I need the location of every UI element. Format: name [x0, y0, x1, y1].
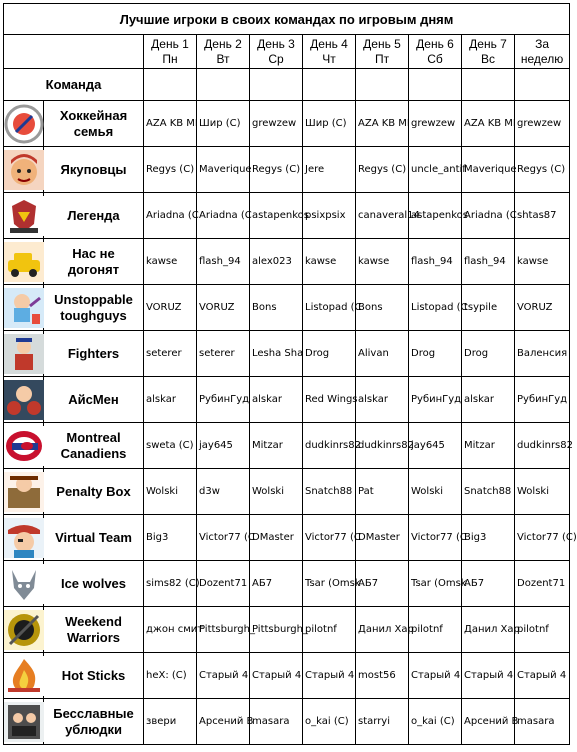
- player-cell: sims82 (C): [144, 561, 197, 607]
- player-cell: Wolski: [144, 469, 197, 515]
- player-cell: alex023: [250, 239, 303, 285]
- player-cell: jay645: [197, 423, 250, 469]
- team-name: Легенда: [44, 193, 144, 239]
- player-cell: alskar: [462, 377, 515, 423]
- team-logo-cell: [4, 515, 44, 561]
- player-cell: astapenkos: [409, 193, 462, 239]
- day-weekday-label: Вс: [480, 51, 495, 66]
- player-cell: VORUZ: [515, 285, 570, 331]
- player-cell: Snatch88: [462, 469, 515, 515]
- canadiens-logo: [4, 426, 44, 466]
- player-cell: Victor77 (C): [515, 515, 570, 561]
- table-row: [4, 193, 570, 239]
- player-cell: Старый 4: [462, 653, 515, 699]
- player-cell: grewzew: [250, 101, 303, 147]
- team-name: Хоккейная семья: [44, 101, 144, 147]
- team-logo-cell: [4, 239, 44, 285]
- player-cell: Tsar (Omsk: [303, 561, 356, 607]
- player-cell: AБ7: [250, 561, 303, 607]
- player-cell: DMaster: [250, 515, 303, 561]
- player-cell: dudkinrs82: [356, 423, 409, 469]
- day-header-7: [462, 35, 515, 69]
- player-cell: Старый 4: [303, 653, 356, 699]
- player-cell: alskar: [250, 377, 303, 423]
- player-cell: flash_94: [409, 239, 462, 285]
- table-row: [4, 147, 570, 193]
- empty-label-cell: [462, 69, 515, 101]
- day-header-8: [515, 35, 570, 69]
- player-cell: Ariadna (C: [462, 193, 515, 239]
- table-row: [4, 423, 570, 469]
- team-logo-cell: [4, 193, 44, 239]
- day-weekday-label: Сб: [427, 51, 443, 66]
- day-header-4: [303, 35, 356, 69]
- player-cell: astapenkos: [250, 193, 303, 239]
- best-players-table: [3, 3, 577, 745]
- team-name: Virtual Team: [44, 515, 144, 561]
- player-cell: звери: [144, 699, 197, 745]
- day-number-label: День 1: [151, 36, 189, 51]
- table-row: [4, 653, 570, 699]
- player-cell: Шир (C): [197, 101, 250, 147]
- penalty-box-logo: [4, 472, 44, 512]
- team-column-header: Команда: [4, 69, 144, 101]
- table-row: [4, 239, 570, 285]
- player-cell: kawse: [144, 239, 197, 285]
- player-cell: Drog: [409, 331, 462, 377]
- player-cell: Wolski: [515, 469, 570, 515]
- table-row: [4, 561, 570, 607]
- boxer-logo: [4, 380, 44, 420]
- player-cell: Maverique: [462, 147, 515, 193]
- player-cell: o_kai (C): [409, 699, 462, 745]
- day-weekday-label: Пн: [162, 51, 178, 66]
- player-cell: Pat: [356, 469, 409, 515]
- empty-label-cell: [409, 69, 462, 101]
- player-cell: Pittsburgh_: [197, 607, 250, 653]
- team-logo-cell: [4, 331, 44, 377]
- player-cell: seterer: [144, 331, 197, 377]
- team-logo-cell: [4, 285, 44, 331]
- day-header-5: [356, 35, 409, 69]
- day-number-label: День 3: [257, 36, 295, 51]
- team-name: Unstoppable toughguys: [44, 285, 144, 331]
- player-cell: Jere: [303, 147, 356, 193]
- player-cell: Валенсия: [515, 331, 570, 377]
- player-cell: Snatch88: [303, 469, 356, 515]
- player-cell: Regys (C): [515, 147, 570, 193]
- legend-crest-logo: [4, 196, 44, 236]
- fighter-logo: [4, 334, 44, 374]
- empty-label-cell: [250, 69, 303, 101]
- player-cell: Regys (C): [144, 147, 197, 193]
- team-label-row: [4, 69, 570, 101]
- team-name: Нас не догонят: [44, 239, 144, 285]
- movie-poster-logo: [4, 702, 44, 742]
- player-cell: Regys (C): [356, 147, 409, 193]
- table-row: [4, 285, 570, 331]
- table-row: [4, 331, 570, 377]
- player-cell: alskar: [356, 377, 409, 423]
- face-logo: [4, 150, 44, 190]
- player-cell: Арсений В: [197, 699, 250, 745]
- player-cell: jay645: [409, 423, 462, 469]
- player-cell: uncle_antif: [409, 147, 462, 193]
- player-cell: джон смит: [144, 607, 197, 653]
- empty-label-cell: [356, 69, 409, 101]
- empty-label-cell: [144, 69, 197, 101]
- player-cell: AБ7: [356, 561, 409, 607]
- day-number-label: День 2: [204, 36, 242, 51]
- team-logo-cell: [4, 147, 44, 193]
- player-cell: grewzew: [515, 101, 570, 147]
- table-title: Лучшие игроки в своих командах по игровым дням: [4, 4, 570, 35]
- player-cell: Red Wings: [303, 377, 356, 423]
- player-cell: pilotnf: [515, 607, 570, 653]
- team-logo-cell: [4, 423, 44, 469]
- day-header-1: [144, 35, 197, 69]
- player-cell: canaveral14: [356, 193, 409, 239]
- player-cell: d3w: [197, 469, 250, 515]
- player-cell: Tsar (Omsk: [409, 561, 462, 607]
- team-name: Hot Sticks: [44, 653, 144, 699]
- player-cell: starryi: [356, 699, 409, 745]
- player-cell: dudkinrs82: [303, 423, 356, 469]
- player-cell: Victor77 (C: [303, 515, 356, 561]
- player-cell: kawse: [303, 239, 356, 285]
- table-row: [4, 101, 570, 147]
- player-cell: flash_94: [462, 239, 515, 285]
- player-cell: Big3: [144, 515, 197, 561]
- player-cell: Regys (C): [250, 147, 303, 193]
- player-cell: Dozent71: [515, 561, 570, 607]
- team-logo-cell: [4, 101, 44, 147]
- day-number-label: День 5: [363, 36, 401, 51]
- warriors-logo: [4, 610, 44, 650]
- player-cell: Drog: [462, 331, 515, 377]
- player-cell: РубинГуд: [515, 377, 570, 423]
- team-name: Weekend Warriors: [44, 607, 144, 653]
- wolf-logo: [4, 564, 44, 604]
- player-cell: kawse: [515, 239, 570, 285]
- table-row: [4, 469, 570, 515]
- fire-logo: [4, 656, 44, 696]
- team-name: Бесславные ублюдки: [44, 699, 144, 745]
- blank-header-cell: [4, 35, 144, 69]
- team-logo-cell: [4, 469, 44, 515]
- player-cell: AZA KB MI: [462, 101, 515, 147]
- player-cell: Шир (C): [303, 101, 356, 147]
- cartoon-logo: [4, 288, 44, 328]
- team-name: Montreal Canadiens: [44, 423, 144, 469]
- table-row: [4, 607, 570, 653]
- player-cell: VORUZ: [197, 285, 250, 331]
- player-cell: flash_94: [197, 239, 250, 285]
- player-cell: seterer: [197, 331, 250, 377]
- player-cell: Lesha Sha: [250, 331, 303, 377]
- table-row: [4, 699, 570, 745]
- team-name: Fighters: [44, 331, 144, 377]
- player-cell: VORUZ: [144, 285, 197, 331]
- team-logo-cell: [4, 561, 44, 607]
- player-cell: pilotnf: [409, 607, 462, 653]
- player-cell: Wolski: [409, 469, 462, 515]
- team-name: Якуповцы: [44, 147, 144, 193]
- day-weekday-label: Чт: [322, 51, 336, 66]
- team-name: Penalty Box: [44, 469, 144, 515]
- player-cell: masara: [515, 699, 570, 745]
- player-cell: Victor77 (C: [409, 515, 462, 561]
- team-logo-cell: [4, 699, 44, 745]
- player-cell: Listopad (C: [409, 285, 462, 331]
- day-weekday-label: Вт: [216, 51, 230, 66]
- day-header-6: [409, 35, 462, 69]
- team-logo-cell: [4, 653, 44, 699]
- player-cell: Данил Хар: [462, 607, 515, 653]
- title-row: [4, 4, 570, 35]
- car-logo: [4, 242, 44, 282]
- empty-label-cell: [197, 69, 250, 101]
- player-cell: masara: [250, 699, 303, 745]
- player-cell: Big3: [462, 515, 515, 561]
- player-cell: Pittsburgh_: [250, 607, 303, 653]
- table-row: [4, 377, 570, 423]
- player-cell: Арсений В: [462, 699, 515, 745]
- day-number-label: За: [535, 36, 549, 51]
- day-header-2: [197, 35, 250, 69]
- player-cell: pilotnf: [303, 607, 356, 653]
- player-cell: Ariadna (C: [197, 193, 250, 239]
- player-cell: Wolski: [250, 469, 303, 515]
- player-cell: Данил Хар: [356, 607, 409, 653]
- player-cell: Maverique: [197, 147, 250, 193]
- team-name: Ice wolves: [44, 561, 144, 607]
- day-weekday-label: Ср: [268, 51, 284, 66]
- team-name: АйсМен: [44, 377, 144, 423]
- day-header-row: [4, 35, 570, 69]
- empty-label-cell: [515, 69, 570, 101]
- team-logo-cell: [4, 377, 44, 423]
- player-cell: Dozent71: [197, 561, 250, 607]
- player-cell: DMaster: [356, 515, 409, 561]
- player-cell: Старый 4: [250, 653, 303, 699]
- player-cell: dudkinrs82: [515, 423, 570, 469]
- player-cell: kawse: [356, 239, 409, 285]
- player-cell: Старый 4: [515, 653, 570, 699]
- table-row: [4, 515, 570, 561]
- player-cell: Mitzar: [462, 423, 515, 469]
- player-cell: Victor77 (C: [197, 515, 250, 561]
- player-cell: tsypile: [462, 285, 515, 331]
- player-cell: grewzew: [409, 101, 462, 147]
- player-cell: heX: (C): [144, 653, 197, 699]
- hockey-family-logo: [4, 104, 44, 144]
- player-cell: Bons: [250, 285, 303, 331]
- player-cell: shtas87: [515, 193, 570, 239]
- player-cell: Mitzar: [250, 423, 303, 469]
- day-number-label: День 6: [416, 36, 454, 51]
- team-logo-cell: [4, 607, 44, 653]
- player-cell: Listopad (C: [303, 285, 356, 331]
- pirate-logo: [4, 518, 44, 558]
- player-cell: РубинГуд: [409, 377, 462, 423]
- player-cell: Старый 4: [197, 653, 250, 699]
- player-cell: sweta (C): [144, 423, 197, 469]
- day-header-3: [250, 35, 303, 69]
- player-cell: AZA KB MI: [356, 101, 409, 147]
- day-number-label: День 7: [469, 36, 507, 51]
- player-cell: AБ7: [462, 561, 515, 607]
- day-weekday-label: Пт: [374, 51, 390, 66]
- player-cell: Ariadna (C: [144, 193, 197, 239]
- day-weekday-label: неделю: [520, 51, 564, 66]
- day-number-label: День 4: [310, 36, 348, 51]
- empty-label-cell: [303, 69, 356, 101]
- player-cell: Bons: [356, 285, 409, 331]
- player-cell: Alivan: [356, 331, 409, 377]
- player-cell: o_kai (C): [303, 699, 356, 745]
- player-cell: РубинГуд: [197, 377, 250, 423]
- player-cell: alskar: [144, 377, 197, 423]
- player-cell: most56: [356, 653, 409, 699]
- player-cell: Старый 4: [409, 653, 462, 699]
- player-cell: Drog: [303, 331, 356, 377]
- player-cell: AZA KB MI: [144, 101, 197, 147]
- player-cell: psixpsix: [303, 193, 356, 239]
